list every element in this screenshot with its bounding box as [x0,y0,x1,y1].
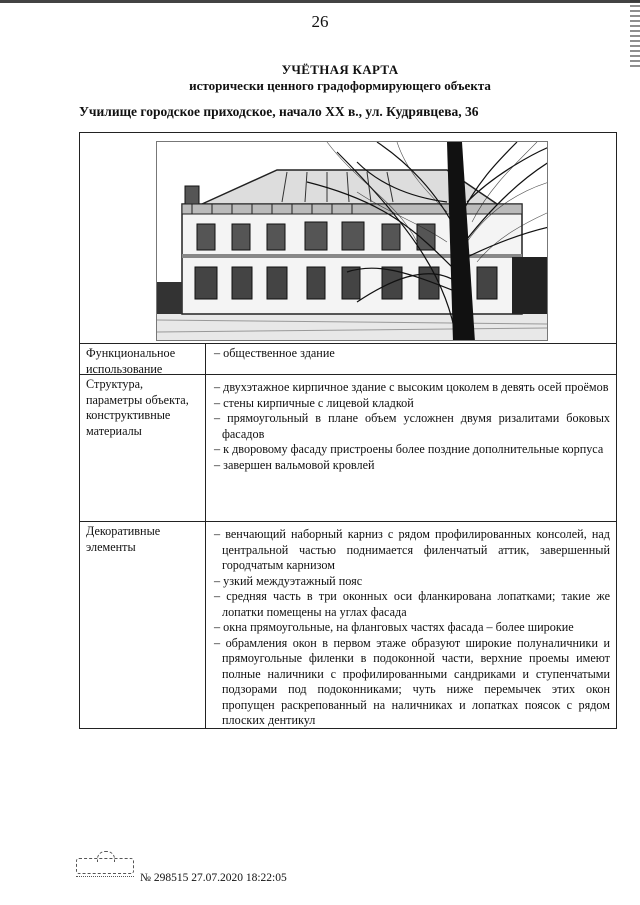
photo-row [80,133,616,344]
list-item: – обрамления окон в первом этаже образуют широкие полуналичники и прямоугольные филенки в подоконной части, верхние проемы имеют полные наличники с профилированными сандриками и ступенчатыми подзорами под подоконниками; чуть ниже перемычек этих окон пропущен раскрепованный на наличниках и лопатках поясок с рядом плоских дентикул [214,636,610,729]
card-subtitle: исторически ценного градоформирующего объекта [189,78,491,93]
object-title: Училище городское приходское, начало XX в., ул. Кудрявцева, 36 [79,104,479,119]
scan-edge-top [0,0,640,3]
list-item: – стены кирпичные с лицевой кладкой [214,396,610,412]
row-value [206,344,616,374]
stamp-underline [76,876,134,877]
table-row-decorative-elements [80,522,616,728]
building-illustration [157,142,548,341]
row-value [206,522,616,728]
scan-edge-right [630,0,640,70]
row-value [206,375,616,521]
building-photo [156,141,548,341]
registry-stamp-icon [76,858,134,874]
list-item: – к дворовому фасаду пристроены более поздние дополнительные корпуса [214,442,610,458]
list-item: – венчающий наборный карниз с рядом профилированных консолей, над центральной частью поднимается филенчатый аттик, завершенный городчатым карнизом [214,527,610,574]
list-item: – общественное здание [214,346,610,362]
list-item: – средняя часть в три оконных оси фланкирована лопатками; такие же лопатки помещены на углах фасада [214,589,610,620]
list-item: – узкий междуэтажный пояс [214,574,610,590]
row-label: Декоративные элементы [80,522,206,728]
table-row-functional-use [80,344,616,375]
table-row-structure [80,375,616,522]
document-registration-stamp: № 298515 27.07.2020 18:22:05 [140,872,287,884]
row-label: Структура, параметры объекта, конструктивные материалы [80,375,206,521]
row-label: Функциональное использование [80,344,206,374]
list-item: – завершен вальмовой кровлей [214,458,610,474]
list-item: – прямоугольный в плане объем усложнен двумя ризалитами боковых фасадов [214,411,610,442]
page-number: 26 [311,12,329,31]
list-item: – окна прямоугольные, на фланговых частях фасада – более широкие [214,620,610,636]
list-item: – двухэтажное кирпичное здание с высоким цоколем в девять осей проёмов [214,380,610,396]
record-card-table [79,132,617,729]
card-title: УЧЁТНАЯ КАРТА [281,62,399,77]
